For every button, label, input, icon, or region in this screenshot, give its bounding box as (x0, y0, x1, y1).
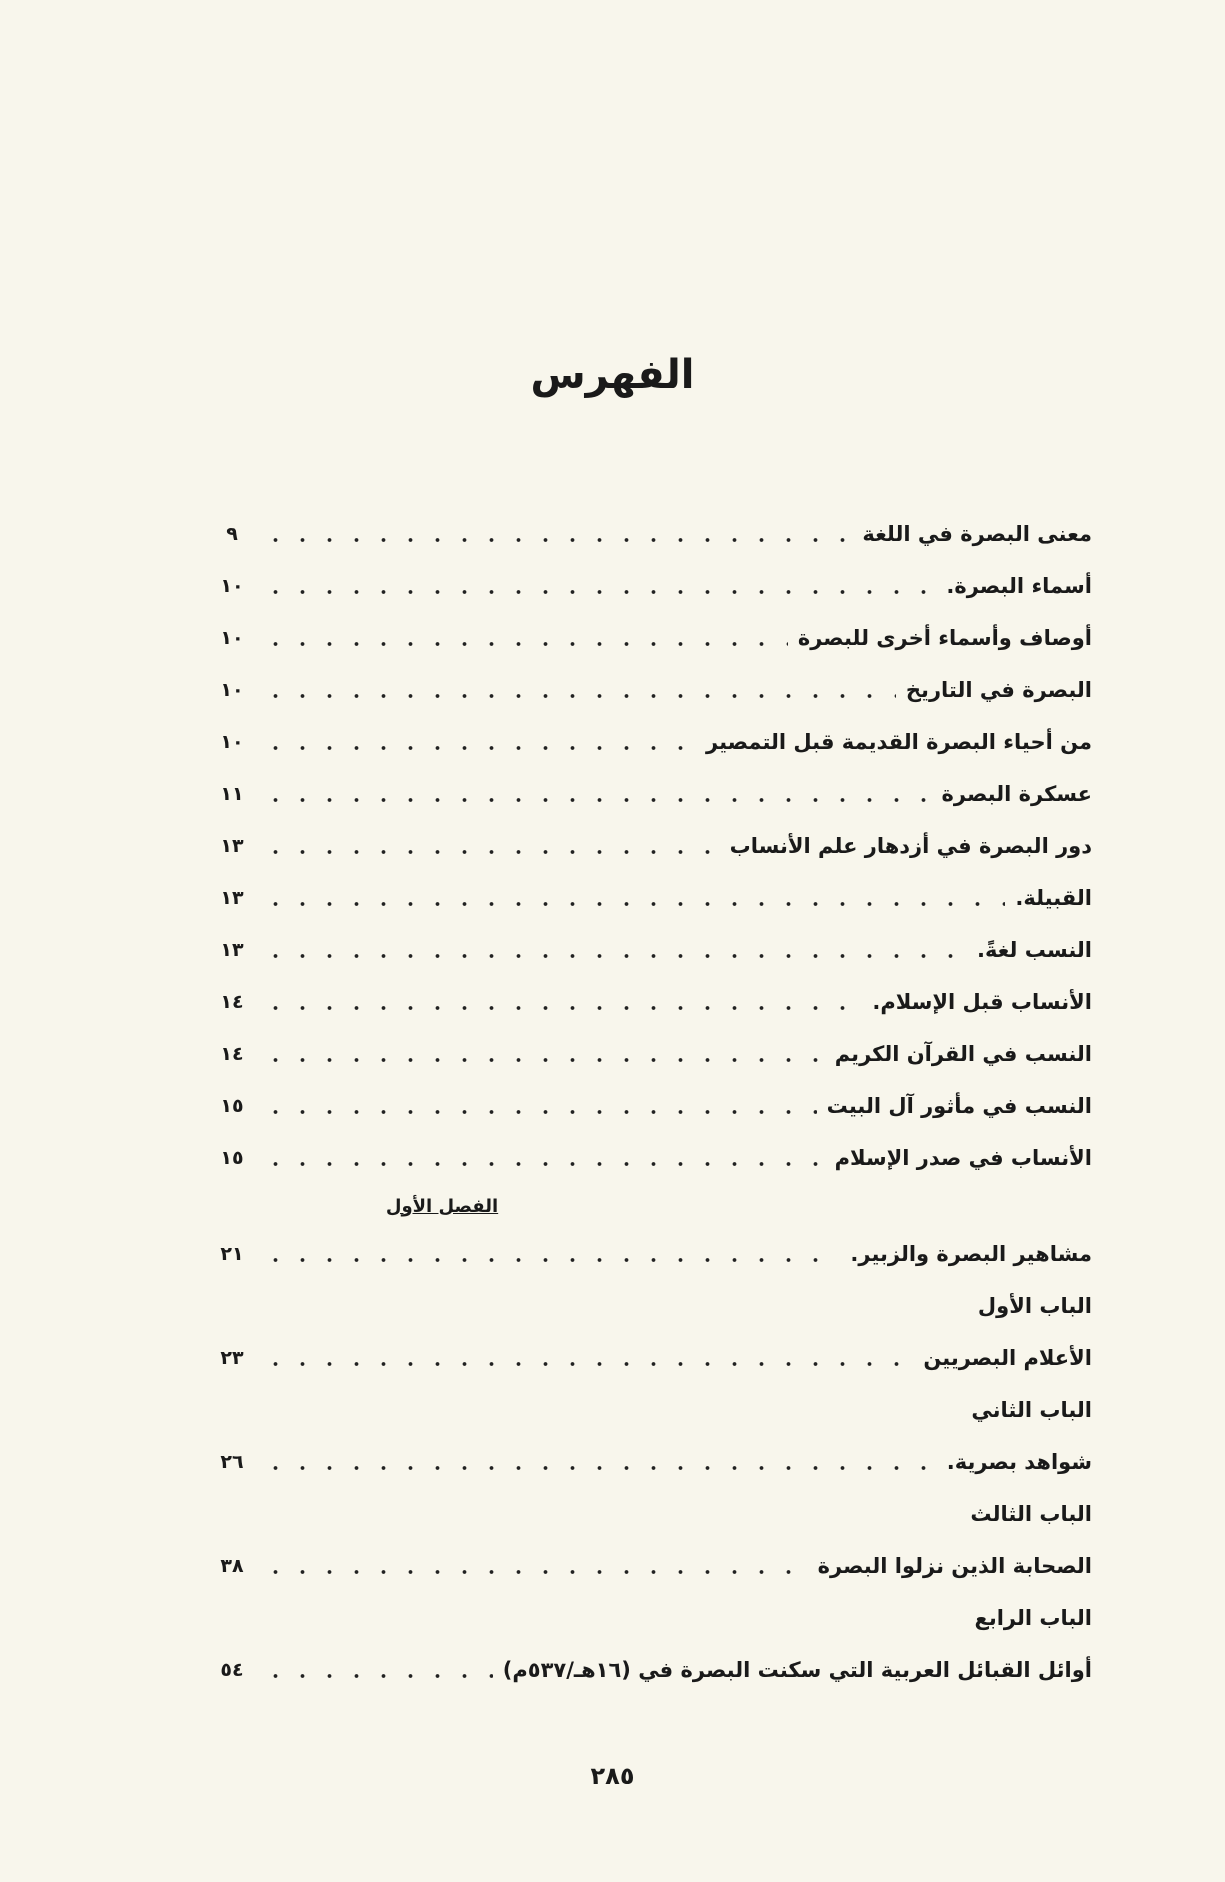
toc-entry-page: ١٣ (220, 939, 244, 961)
toc-entry-label: مشاهير البصرة والزبير. (850, 1242, 1092, 1266)
dot-leader (262, 952, 967, 960)
dot-leader (262, 796, 931, 804)
dot-leader (262, 744, 696, 752)
toc-entry-label: النسب في القرآن الكريم (834, 1042, 1092, 1066)
section-heading-label: الفصل الأول (385, 1195, 499, 1217)
toc-entry (212, 1332, 1092, 1384)
toc-entry-label: أوصاف وأسماء أخرى للبصرة (797, 626, 1092, 650)
section-heading (212, 1184, 672, 1228)
toc-entry-label: الأنساب قبل الإسلام. (872, 990, 1092, 1014)
toc-entry-label: النسب في مأثور آل البيت (826, 1094, 1092, 1118)
toc-entry-page: ١٥ (220, 1147, 244, 1169)
dot-leader (262, 1672, 493, 1680)
toc-entry (212, 768, 1092, 820)
toc-entry-page: ١٤ (220, 1043, 244, 1065)
dot-leader (262, 692, 896, 700)
toc-entry-page: ١١ (220, 783, 244, 805)
page-number: ٢٨٥ (590, 1762, 635, 1790)
toc-entry-label: الصحابة الذين نزلوا البصرة (817, 1554, 1092, 1578)
toc-entry-page: ١٤ (220, 991, 244, 1013)
toc-entry (212, 872, 1092, 924)
toc-entry-page: ١٠ (220, 679, 244, 701)
dot-leader (262, 1464, 937, 1472)
table-of-contents (212, 508, 1092, 1696)
toc-entry (212, 612, 1092, 664)
toc-entry-page: ١٠ (220, 627, 244, 649)
toc-entry-label: من أحياء البصرة القديمة قبل التمصير (706, 730, 1092, 754)
toc-entry-label: الأعلام البصريين (923, 1346, 1092, 1370)
toc-entry (212, 1540, 1092, 1592)
toc-entry-page: ٢١ (220, 1243, 244, 1265)
toc-entry-label: معنى البصرة في اللغة (862, 522, 1092, 546)
toc-entry-label: الباب الرابع (974, 1606, 1092, 1630)
toc-entry (212, 1228, 1092, 1280)
toc-entry-page: ١٣ (220, 887, 244, 909)
toc-entry-label: عسكرة البصرة (941, 782, 1092, 806)
toc-entry-page: ١٠ (220, 575, 244, 597)
page-title: الفهرس (530, 352, 695, 398)
toc-entry (212, 1436, 1092, 1488)
toc-entry (212, 508, 1092, 560)
toc-entry-page: ٣٨ (220, 1555, 244, 1577)
dot-leader (262, 640, 788, 648)
toc-entry-page: ٢٦ (220, 1451, 244, 1473)
dot-leader (262, 1160, 825, 1168)
toc-entry-page: ١٣ (220, 835, 244, 857)
toc-entry (212, 664, 1092, 716)
toc-entry-page: ١٥ (220, 1095, 244, 1117)
toc-entry (212, 1280, 1092, 1332)
dot-leader (262, 1004, 862, 1012)
toc-entry (212, 716, 1092, 768)
toc-entry (212, 1592, 1092, 1644)
toc-entry (212, 1644, 1092, 1696)
toc-entry (212, 1080, 1092, 1132)
toc-entry (212, 1028, 1092, 1080)
toc-entry-label: أسماء البصرة. (946, 574, 1092, 598)
dot-leader (262, 900, 1005, 908)
toc-entry (212, 924, 1092, 976)
toc-entry (212, 976, 1092, 1028)
toc-entry-label: الباب الأول (977, 1294, 1092, 1318)
toc-entry-page: ٢٣ (220, 1347, 244, 1369)
dot-leader (262, 536, 852, 544)
toc-entry-label: البصرة في التاريخ (905, 678, 1092, 702)
dot-leader (262, 1256, 840, 1264)
dot-leader (262, 588, 936, 596)
toc-entry-label: القبيلة. (1015, 886, 1092, 910)
toc-entry-page: ١٠ (220, 731, 244, 753)
dot-leader (262, 1568, 808, 1576)
toc-entry-page: ٩ (226, 523, 238, 545)
toc-entry (212, 560, 1092, 612)
toc-entry-label: الأنساب في صدر الإسلام (834, 1146, 1092, 1170)
toc-entry-label: النسب لغةً. (976, 938, 1092, 962)
toc-entry-label: الباب الثاني (971, 1398, 1092, 1422)
toc-entry (212, 1384, 1092, 1436)
toc-entry-label: شواهد بصرية. (946, 1450, 1092, 1474)
dot-leader (262, 848, 720, 856)
dot-leader (262, 1056, 825, 1064)
toc-entry (212, 820, 1092, 872)
toc-entry-label: دور البصرة في أزدهار علم الأنساب (729, 834, 1092, 858)
toc-entry-page: ٥٤ (220, 1659, 244, 1681)
dot-leader (262, 1360, 913, 1368)
toc-entry (212, 1132, 1092, 1184)
toc-entry-label: الباب الثالث (970, 1502, 1092, 1526)
toc-entry-label: أوائل القبائل العربية التي سكنت البصرة في (١٦هـ/٥٣٧م) (502, 1658, 1092, 1682)
dot-leader (262, 1108, 817, 1116)
toc-entry (212, 1488, 1092, 1540)
